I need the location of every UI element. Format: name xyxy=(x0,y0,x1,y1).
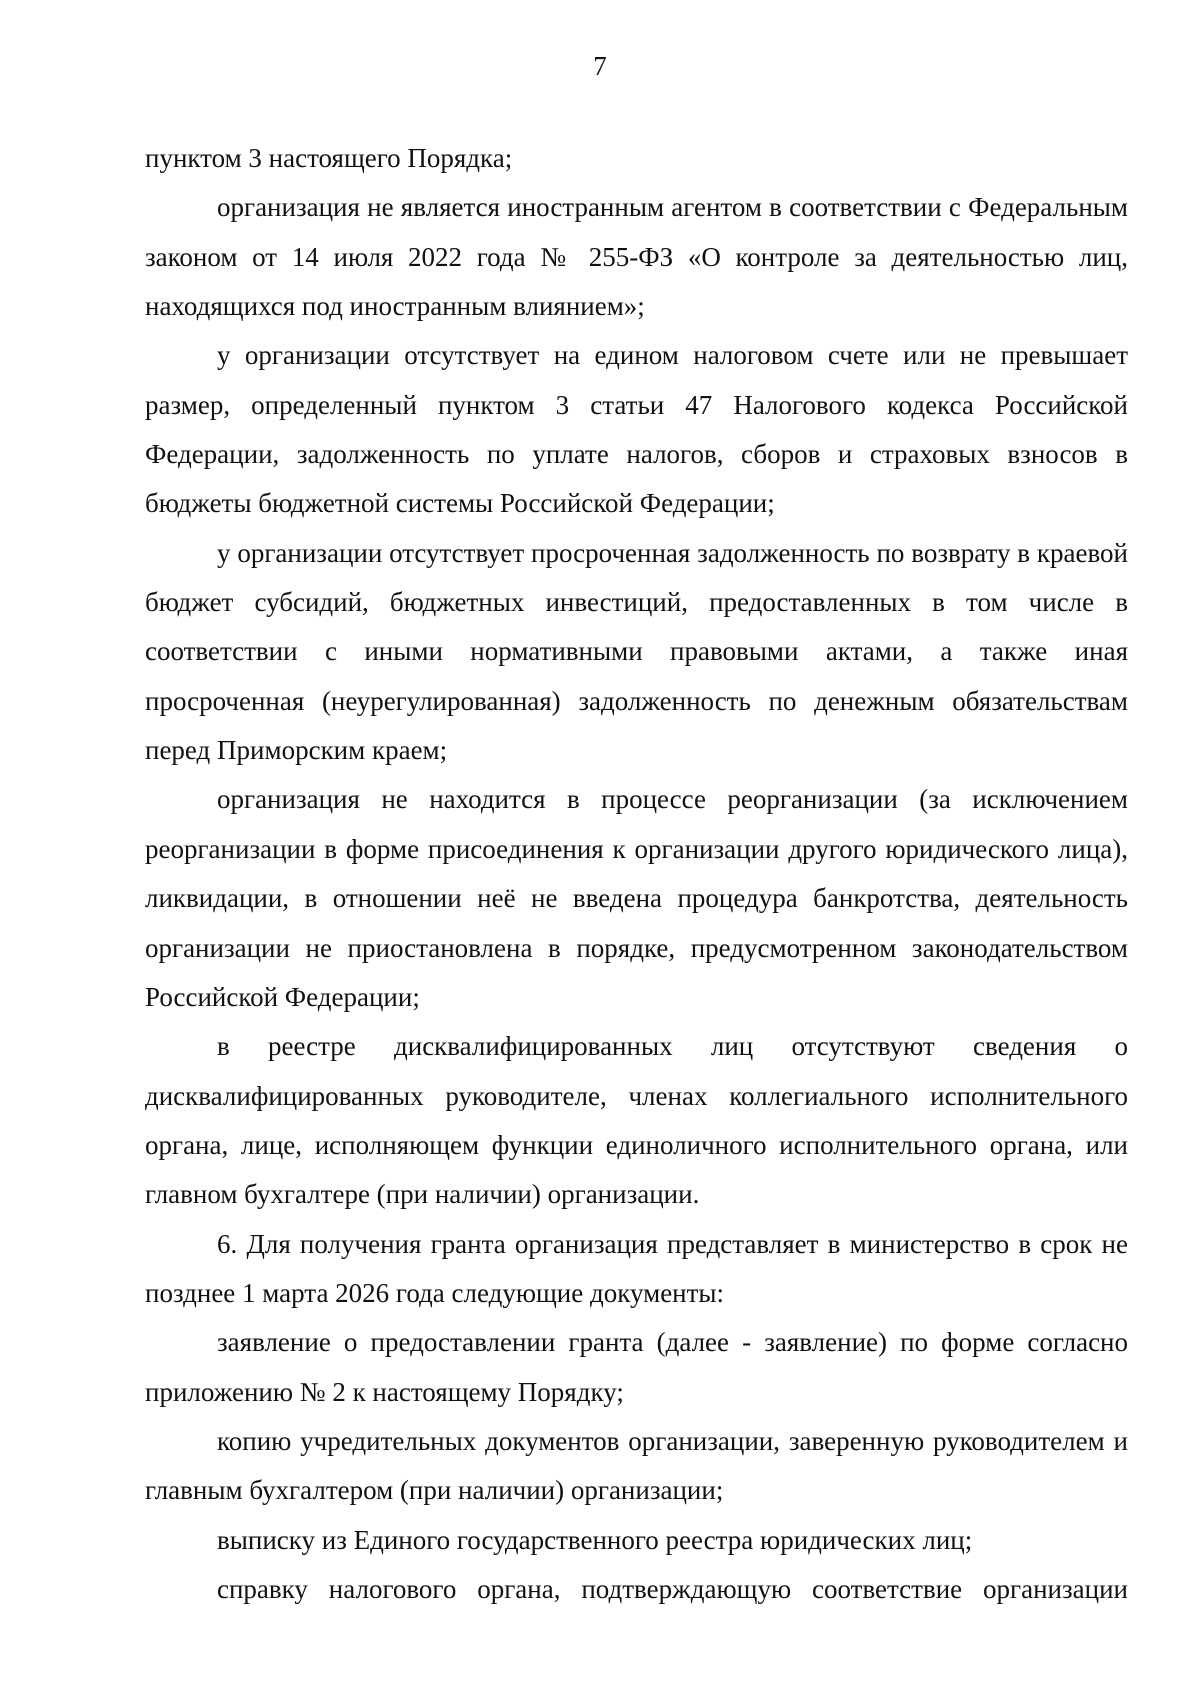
paragraph: выписку из Единого государственного реестра юридических лиц; xyxy=(217,1524,973,1555)
paragraph: у организации отсутствует на едином налоговом счете или не превышает размер, определенный пунктом 3 статьи 47 Налогового кодекса Российской Федерации, задолженность по уплате налогов, сборов и страховых взносов в бюджеты бюджетной системы Российской Федерации; xyxy=(145,340,1128,519)
paragraph: организация не является иностранным агентом в соответствии с Федеральным законом от 14 июля 2022 года № 255-ФЗ «О контроле за деятельностью лиц, находящихся под иностранным влиянием»; xyxy=(145,192,1128,322)
page-number: 7 xyxy=(593,51,607,81)
paragraph: пунктом 3 настоящего Порядка; xyxy=(145,143,513,173)
document-body xyxy=(145,134,1128,1614)
paragraph: копию учредительных документов организации, заверенную руководителем и главным бухгалтером (при наличии) организации; xyxy=(145,1425,1128,1506)
paragraph: в реестре дисквалифицированных лиц отсутствуют сведения о дисквалифицированных руководителе, членах коллегиального исполнительного органа, лице, исполняющем функции единоличного исполнительного органа, или главном бухгалтере (при наличии) организации. xyxy=(145,1031,1128,1210)
paragraph: организация не находится в процессе реорганизации (за исключением реорганизации в форме присоединения к организации другого юридического лица), ликвидации, в отношении неё не введена процедура банкротства, деятельность организации не приостановлена в порядке, предусмотренном законодательством Российской Федерации; xyxy=(145,784,1128,1012)
paragraph: у организации отсутствует просроченная задолженность по возврату в краевой бюджет субсидий, бюджетных инвестиций, предоставленных в том числе в соответствии с иными нормативными правовыми актами, а также иная просроченная (неурегулированная) задолженность по денежным обязательствам перед Приморским краем; xyxy=(145,537,1128,766)
paragraph: заявление о предоставлении гранта (далее - заявление) по форме согласно приложению № 2 к настоящему Порядку; xyxy=(145,1327,1128,1407)
paragraph: 6. Для получения гранта организация представляет в министерство в срок не позднее 1 марта 2026 года следующие документы: xyxy=(145,1228,1128,1308)
paragraph: справку налогового органа, подтверждающую соответствие организации xyxy=(217,1573,1128,1604)
